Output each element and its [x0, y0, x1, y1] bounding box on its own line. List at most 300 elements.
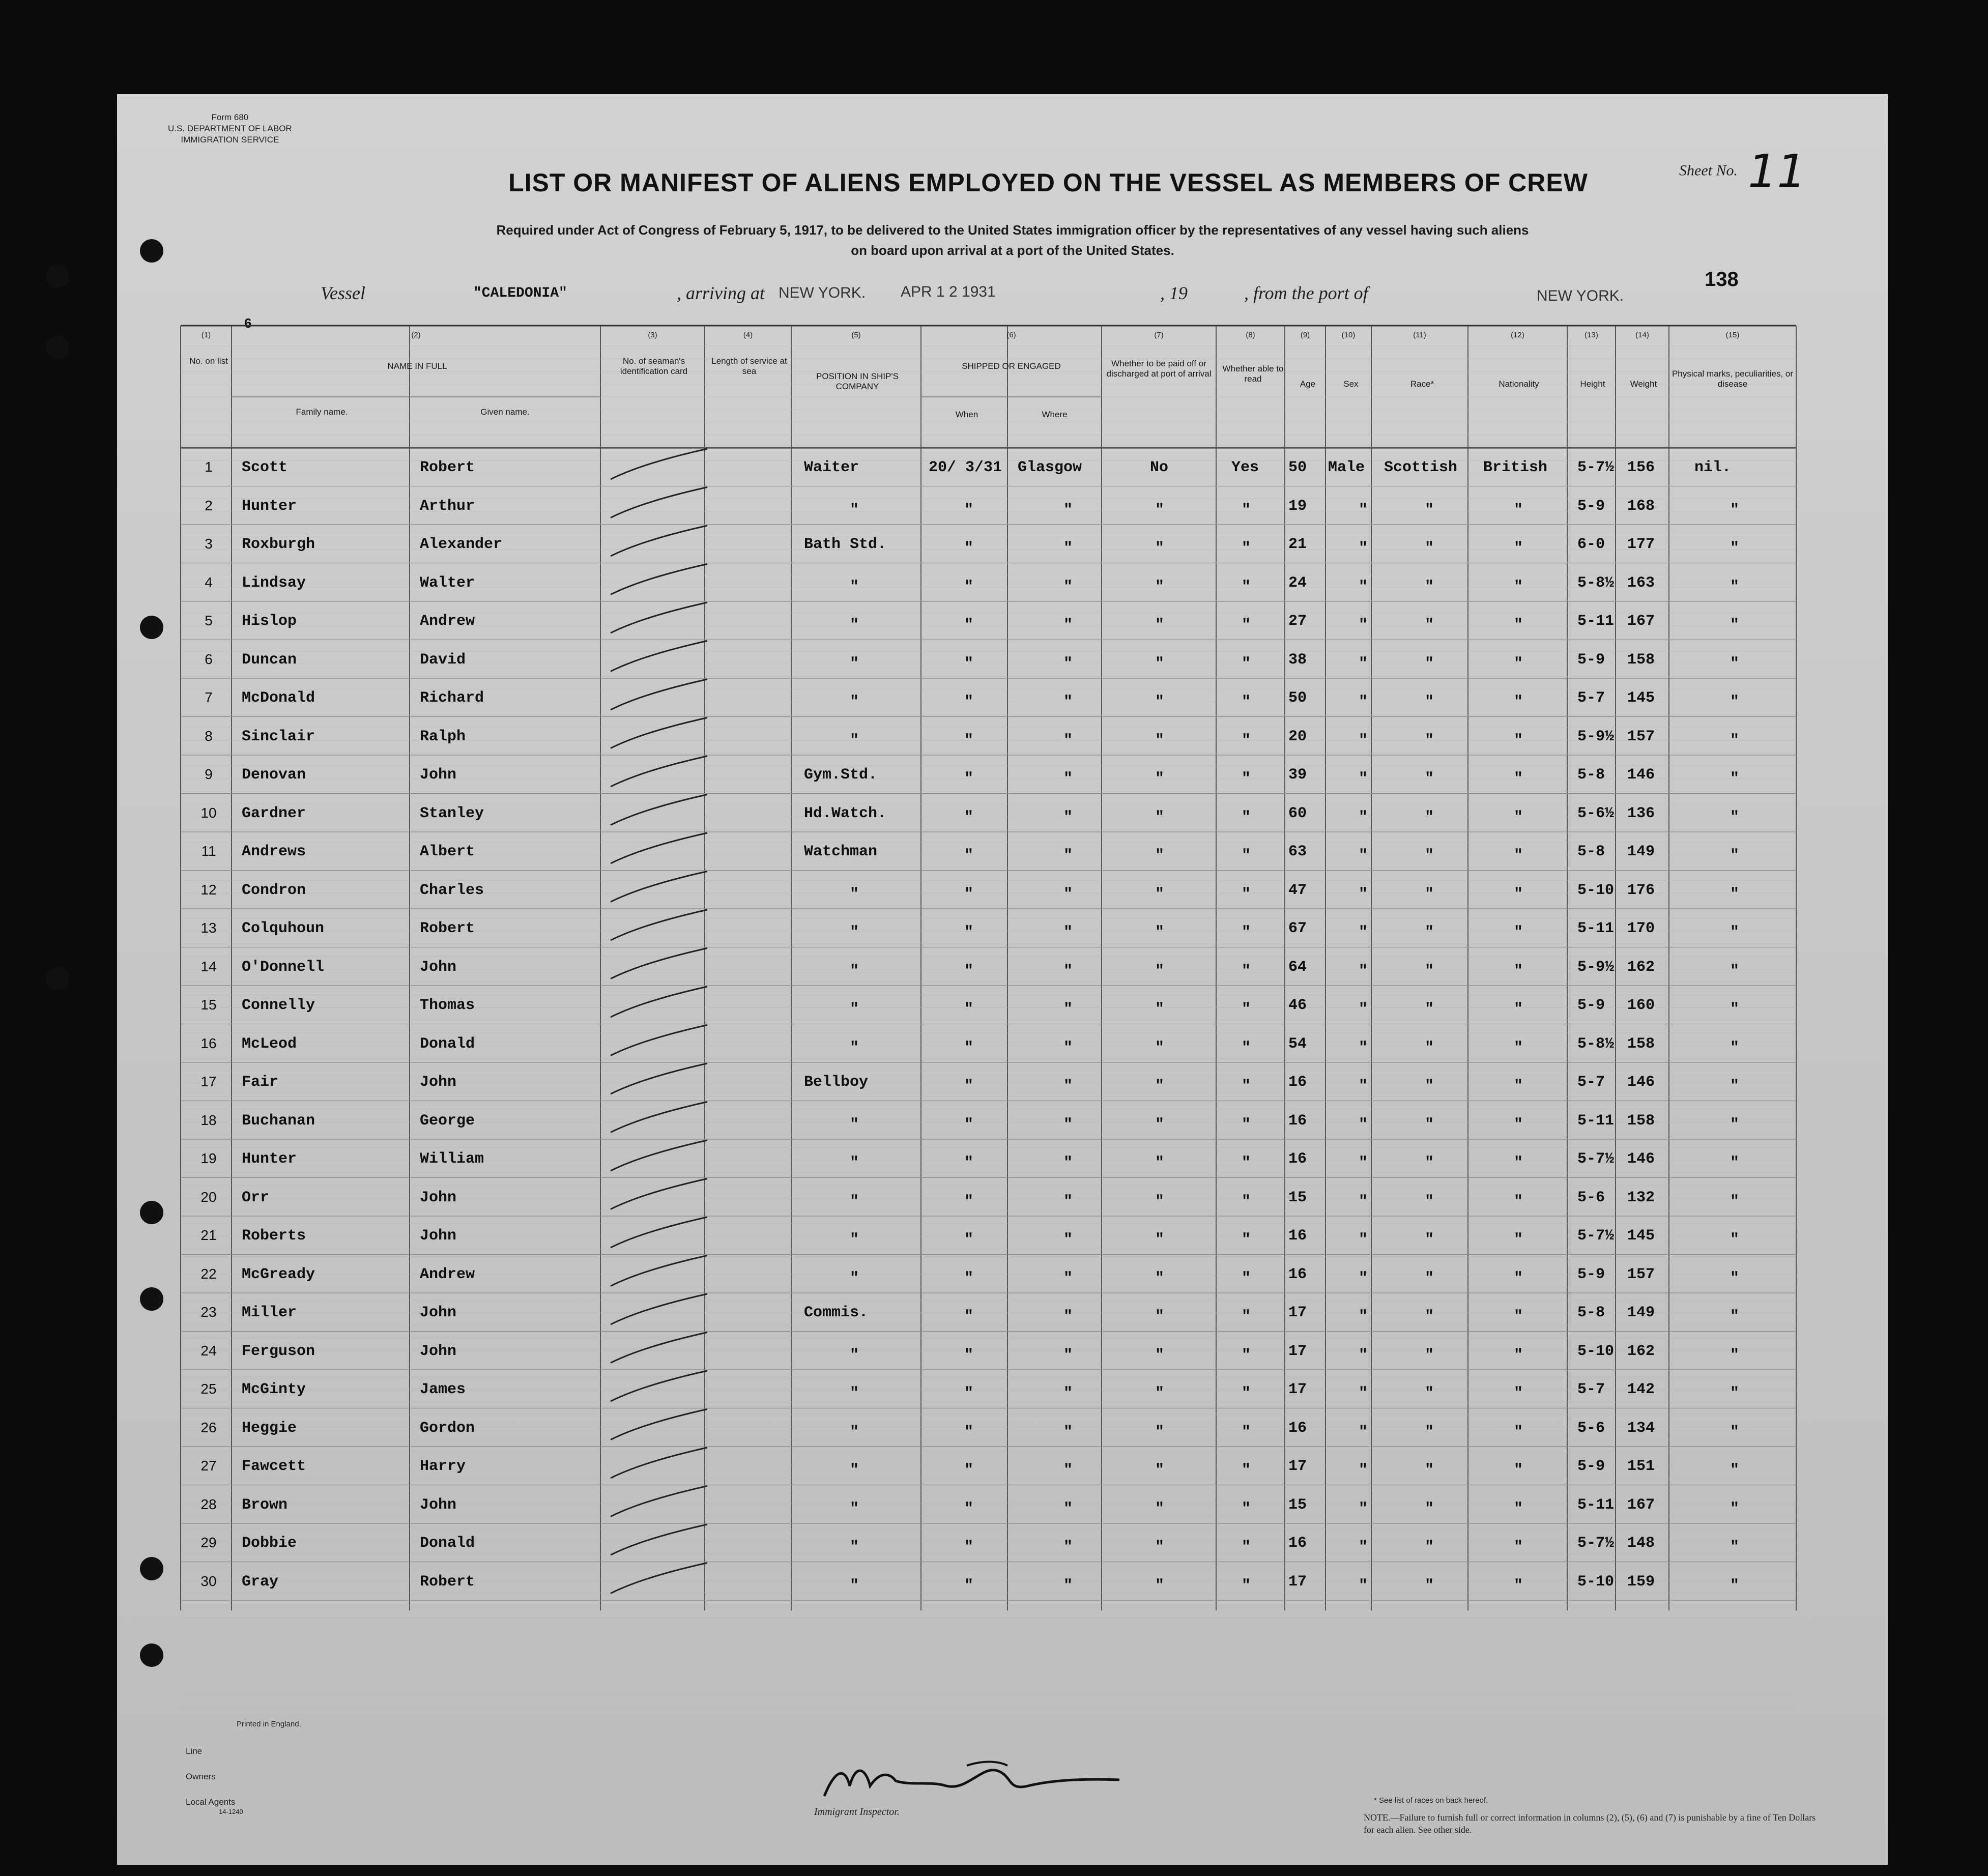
given-name-cell: David [420, 651, 466, 669]
given-name-cell: Ralph [420, 728, 466, 745]
shipped-where-cell: " [1063, 809, 1073, 826]
physical-marks-cell: " [1730, 732, 1740, 749]
sheet-number: 11 [1747, 145, 1806, 198]
shipped-when-cell: 20/ 3/31 [929, 459, 1002, 476]
race-cell: " [1425, 1155, 1434, 1172]
family-name-cell: Hislop [242, 613, 297, 630]
age-cell: 46 [1288, 997, 1307, 1014]
weight-cell: 168 [1627, 497, 1655, 515]
sex-cell: " [1359, 924, 1368, 941]
height-cell: 5-8½ [1577, 1035, 1615, 1053]
paid-off-cell: " [1155, 1539, 1165, 1556]
position-cell: Waiter [804, 459, 859, 476]
height-cell: 5-6½ [1577, 804, 1615, 822]
age-cell: 24 [1288, 574, 1307, 592]
nationality-cell: " [1514, 1231, 1523, 1249]
header-card: No. of seaman's identification card [620, 356, 688, 376]
family-name-cell: Connelly [242, 997, 315, 1014]
shipped-where-cell: " [1063, 501, 1073, 519]
position-cell: " [850, 1039, 859, 1057]
list-number: 138 [1705, 268, 1739, 291]
shipped-where-cell: " [1063, 655, 1073, 673]
check-mark [611, 795, 707, 825]
position-cell: " [850, 1385, 859, 1402]
row-number-cell: 8 [205, 728, 213, 744]
service-name: IMMIGRATION SERVICE [181, 135, 279, 145]
height-cell: 5-9 [1577, 497, 1605, 515]
family-name-cell: Orr [242, 1189, 270, 1206]
height-cell: 5-8 [1577, 843, 1605, 860]
header-height: Height [1580, 379, 1605, 389]
physical-marks-cell: " [1730, 1116, 1740, 1134]
header-read: Whether able to read [1222, 364, 1284, 384]
check-mark [611, 1448, 707, 1478]
race-cell: " [1425, 1423, 1434, 1441]
row-number-cell: 5 [205, 613, 213, 628]
family-name-cell: Hunter [242, 497, 297, 515]
given-name-cell: Robert [420, 1573, 475, 1591]
race-cell: " [1425, 924, 1434, 941]
subtitle-line-2: on board upon arrival at a port of the United States. [851, 243, 1174, 258]
check-mark [611, 1371, 707, 1401]
age-cell: 38 [1288, 651, 1307, 669]
shipped-where-cell: " [1063, 578, 1073, 596]
age-cell: 15 [1288, 1496, 1307, 1514]
weight-cell: 157 [1627, 728, 1655, 745]
race-cell: " [1425, 1577, 1434, 1595]
given-name-cell: Robert [420, 459, 475, 476]
given-name-cell: Albert [420, 843, 475, 860]
paid-off-cell: " [1155, 1231, 1165, 1249]
row-number-cell: 30 [200, 1573, 217, 1589]
age-cell: 16 [1288, 1227, 1307, 1245]
position-cell: Commis. [804, 1304, 869, 1321]
position-cell: " [850, 1346, 859, 1364]
position-cell: " [850, 732, 859, 749]
check-mark [611, 1140, 707, 1171]
row-number-cell: 26 [200, 1419, 217, 1435]
shipped-when-cell: " [964, 885, 974, 903]
weight-cell: 162 [1627, 958, 1655, 976]
height-cell: 5-7½ [1577, 1535, 1615, 1552]
check-mark [611, 449, 707, 479]
physical-marks-cell: " [1730, 1269, 1740, 1287]
physical-marks-cell: " [1730, 1385, 1740, 1402]
able-to-read-cell: " [1242, 617, 1251, 634]
nationality-cell: " [1514, 1500, 1523, 1518]
position-cell: " [850, 1462, 859, 1479]
nationality-cell: " [1514, 1039, 1523, 1057]
sex-cell: " [1359, 617, 1368, 634]
shipped-where-cell: Glasgow [1018, 459, 1082, 476]
age-cell: 16 [1288, 1535, 1307, 1552]
race-cell: " [1425, 1308, 1434, 1325]
weight-cell: 158 [1627, 651, 1655, 669]
position-cell: " [850, 578, 859, 596]
position-cell: " [850, 1193, 859, 1210]
shipped-where-cell: " [1063, 885, 1073, 903]
paid-off-cell: " [1155, 578, 1165, 596]
given-name-cell: John [420, 1304, 457, 1321]
shipped-when-cell: " [964, 617, 974, 634]
race-cell: " [1425, 1193, 1434, 1210]
physical-marks-cell: " [1730, 1423, 1740, 1441]
paid-off-cell: " [1155, 1269, 1165, 1287]
age-cell: 19 [1288, 497, 1307, 515]
nationality-cell: " [1514, 1116, 1523, 1134]
position-cell: " [850, 1500, 859, 1518]
race-cell: " [1425, 694, 1434, 711]
position-cell: " [850, 501, 859, 519]
weight-cell: 177 [1627, 536, 1655, 553]
able-to-read-cell: " [1242, 1500, 1251, 1518]
nationality-cell: " [1514, 1001, 1523, 1018]
line-label: Line [186, 1746, 203, 1756]
race-cell: " [1425, 885, 1434, 903]
age-cell: 16 [1288, 1112, 1307, 1130]
column-number: (12) [1511, 331, 1524, 339]
family-name-cell: Hunter [242, 1150, 297, 1168]
shipped-when-cell: " [964, 1577, 974, 1595]
header-service: Length of service at sea [711, 356, 787, 376]
inspector-label: Immigrant Inspector. [814, 1806, 900, 1817]
paid-off-cell: " [1155, 540, 1165, 557]
paid-off-cell: " [1155, 809, 1165, 826]
physical-marks-cell: " [1730, 1155, 1740, 1172]
nationality-cell: " [1514, 924, 1523, 941]
height-cell: 5-9½ [1577, 728, 1615, 745]
row-number-cell: 29 [200, 1535, 217, 1550]
position-cell: " [850, 1269, 859, 1287]
printed-in-label: Printed in England. [237, 1720, 301, 1728]
nationality-cell: " [1514, 732, 1523, 749]
column-number: (4) [743, 331, 753, 339]
shipped-when-cell: " [964, 1155, 974, 1172]
row-number-cell: 19 [200, 1150, 217, 1166]
shipped-where-cell: " [1063, 1308, 1073, 1325]
column-number: (1) [201, 331, 211, 339]
race-cell: " [1425, 1539, 1434, 1556]
shipped-where-cell: " [1063, 1269, 1073, 1287]
sex-cell: " [1359, 1231, 1368, 1249]
shipped-when-cell: " [964, 1193, 974, 1210]
shipped-when-cell: " [964, 1269, 974, 1287]
physical-marks-cell: " [1730, 1231, 1740, 1249]
physical-marks-cell: " [1730, 809, 1740, 826]
shipped-where-cell: " [1063, 847, 1073, 864]
nationality-cell: " [1514, 962, 1523, 980]
sex-cell: " [1359, 1346, 1368, 1364]
position-cell: " [850, 924, 859, 941]
sex-cell: " [1359, 1539, 1368, 1556]
weight-cell: 146 [1627, 766, 1655, 784]
sex-cell: " [1359, 885, 1368, 903]
nationality-cell: " [1514, 694, 1523, 711]
race-cell: " [1425, 540, 1434, 557]
arriving-port: NEW YORK. [779, 284, 866, 301]
penalty-note: NOTE.—Failure to furnish full or correct information in columns (2), (5), (6) and (7) is punishable by a fine of Ten Dollars for each alien. See other side. [1364, 1812, 1816, 1835]
sex-cell: " [1359, 1193, 1368, 1210]
given-name-cell: John [420, 1227, 457, 1245]
physical-marks-cell: " [1730, 578, 1740, 596]
able-to-read-cell: " [1242, 1269, 1251, 1287]
weight-cell: 176 [1627, 881, 1655, 899]
family-name-cell: Ferguson [242, 1342, 315, 1360]
arriving-label: , arriving at [677, 283, 765, 303]
row-number-cell: 15 [200, 997, 217, 1013]
sex-cell: " [1359, 655, 1368, 673]
given-name-cell: Charles [420, 881, 484, 899]
paid-off-cell: " [1155, 501, 1165, 519]
physical-marks-cell: " [1730, 770, 1740, 788]
row-number-cell: 17 [200, 1074, 217, 1089]
column-number: (10) [1341, 331, 1356, 339]
able-to-read-cell: " [1242, 540, 1251, 557]
subtitle-line-1: Required under Act of Congress of February 5, 1917, to be delivered to the United States immigration officer by the representatives of any vessel having such aliens [496, 222, 1529, 238]
check-mark [611, 564, 707, 595]
check-mark [611, 1102, 707, 1133]
able-to-read-cell: " [1242, 1308, 1251, 1325]
shipped-when-cell: " [964, 1116, 974, 1134]
able-to-read-cell: Yes [1231, 459, 1259, 476]
shipped-where-cell: " [1063, 1385, 1073, 1402]
paid-off-cell: " [1155, 1308, 1165, 1325]
from-port: NEW YORK. [1537, 287, 1624, 304]
age-cell: 17 [1288, 1342, 1307, 1360]
weight-cell: 158 [1627, 1112, 1655, 1130]
check-mark [611, 641, 707, 672]
height-cell: 5-7½ [1577, 1227, 1615, 1245]
race-cell: " [1425, 1039, 1434, 1057]
row-number-cell: 23 [200, 1304, 217, 1320]
shipped-where-cell: " [1063, 962, 1073, 980]
row-number-cell: 18 [200, 1112, 217, 1128]
header-weight: Weight [1630, 379, 1657, 389]
shipped-when-cell: " [964, 1500, 974, 1518]
physical-marks-cell: " [1730, 655, 1740, 673]
given-name-cell: Gordon [420, 1419, 475, 1437]
weight-cell: 163 [1627, 574, 1655, 592]
sex-cell: " [1359, 1116, 1368, 1134]
shipped-where-cell: " [1063, 732, 1073, 749]
able-to-read-cell: " [1242, 962, 1251, 980]
shipped-where-cell: " [1063, 1039, 1073, 1057]
height-cell: 5-8½ [1577, 574, 1615, 592]
position-cell: Watchman [804, 843, 878, 860]
height-cell: 6-0 [1577, 536, 1605, 553]
physical-marks-cell: " [1730, 1308, 1740, 1325]
able-to-read-cell: " [1242, 1039, 1251, 1057]
family-name-cell: Gray [242, 1573, 279, 1591]
shipped-where-cell: " [1063, 540, 1073, 557]
check-mark [611, 679, 707, 710]
column-number: (6) [1006, 331, 1016, 339]
shipped-when-cell: " [964, 809, 974, 826]
weight-cell: 170 [1627, 920, 1655, 937]
paid-off-cell: " [1155, 924, 1165, 941]
weight-cell: 145 [1627, 689, 1655, 707]
row-number-cell: 7 [205, 689, 213, 705]
able-to-read-cell: " [1242, 1001, 1251, 1018]
able-to-read-cell: " [1242, 694, 1251, 711]
sex-cell: " [1359, 1039, 1368, 1057]
able-to-read-cell: " [1242, 501, 1251, 519]
physical-marks-cell: " [1730, 1346, 1740, 1364]
height-cell: 5-9 [1577, 651, 1605, 669]
able-to-read-cell: " [1242, 885, 1251, 903]
given-name-cell: Richard [420, 689, 484, 707]
given-name-cell: John [420, 1074, 457, 1091]
given-name-cell: John [420, 1189, 457, 1206]
position-cell: Bath Std. [804, 536, 887, 553]
row-number-cell: 4 [205, 574, 213, 590]
check-mark [611, 1294, 707, 1324]
able-to-read-cell: " [1242, 809, 1251, 826]
weight-cell: 146 [1627, 1150, 1655, 1168]
sex-cell: " [1359, 962, 1368, 980]
check-mark [611, 948, 707, 979]
weight-cell: 160 [1627, 997, 1655, 1014]
race-cell: " [1425, 1078, 1434, 1095]
able-to-read-cell: " [1242, 1231, 1251, 1249]
age-cell: 17 [1288, 1573, 1307, 1591]
family-name-cell: Dobbie [242, 1535, 297, 1552]
column-number: (3) [648, 331, 657, 339]
given-name-cell: Stanley [420, 804, 484, 822]
physical-marks-cell: " [1730, 1193, 1740, 1210]
physical-marks-cell: nil. [1694, 459, 1732, 476]
weight-cell: 159 [1627, 1573, 1655, 1591]
family-name-cell: Duncan [242, 651, 297, 669]
check-mark [611, 1179, 707, 1209]
check-mark [611, 987, 707, 1017]
check-mark [611, 718, 707, 748]
header-family: Family name. [296, 407, 348, 417]
height-cell: 5-10 [1577, 881, 1615, 899]
weight-cell: 158 [1627, 1035, 1655, 1053]
family-name-cell: McGinty [242, 1381, 306, 1398]
nationality-cell: " [1514, 809, 1523, 826]
form-number: Form 680 [211, 112, 249, 122]
margin-mark: 6 [244, 315, 252, 331]
given-name-cell: Arthur [420, 497, 475, 515]
row-number-cell: 24 [200, 1342, 217, 1359]
check-mark [611, 833, 707, 863]
race-cell: " [1425, 617, 1434, 634]
given-name-cell: John [420, 1496, 457, 1514]
race-cell: " [1425, 1385, 1434, 1402]
nationality-cell: " [1514, 617, 1523, 634]
header-nationality: Nationality [1499, 379, 1539, 389]
nationality-cell: " [1514, 770, 1523, 788]
shipped-when-cell: " [964, 694, 974, 711]
sex-cell: " [1359, 1423, 1368, 1441]
row-number-cell: 11 [201, 843, 216, 859]
age-cell: 60 [1288, 804, 1307, 822]
shipped-where-cell: " [1063, 1078, 1073, 1095]
height-cell: 5-11 [1577, 1112, 1615, 1130]
inspector-signature [814, 1750, 1170, 1806]
race-cell: " [1425, 1500, 1434, 1518]
race-cell: " [1425, 578, 1434, 596]
given-name-cell: Donald [420, 1035, 475, 1053]
sex-cell: Male [1328, 459, 1365, 476]
age-cell: 20 [1288, 728, 1307, 745]
check-mark [611, 1486, 707, 1517]
height-cell: 5-11 [1577, 920, 1615, 937]
position-cell: " [850, 617, 859, 634]
shipped-where-cell: " [1063, 1346, 1073, 1364]
weight-cell: 151 [1627, 1458, 1655, 1475]
nationality-cell: " [1514, 1462, 1523, 1479]
row-number-cell: 13 [200, 920, 217, 936]
able-to-read-cell: " [1242, 655, 1251, 673]
shipped-when-cell: " [964, 732, 974, 749]
physical-marks-cell: " [1730, 617, 1740, 634]
given-name-cell: Robert [420, 920, 475, 937]
nationality-cell: " [1514, 1193, 1523, 1210]
given-name-cell: William [420, 1150, 484, 1168]
able-to-read-cell: " [1242, 924, 1251, 941]
row-number-cell: 25 [200, 1381, 217, 1397]
shipped-when-cell: " [964, 1346, 974, 1364]
sex-cell: " [1359, 809, 1368, 826]
sex-cell: " [1359, 1155, 1368, 1172]
family-name-cell: Fawcett [242, 1458, 306, 1475]
shipped-where-cell: " [1063, 1423, 1073, 1441]
given-name-cell: James [420, 1381, 466, 1398]
shipped-when-cell: " [964, 1423, 974, 1441]
physical-marks-cell: " [1730, 1462, 1740, 1479]
sex-cell: " [1359, 540, 1368, 557]
paid-off-cell: " [1155, 655, 1165, 673]
shipped-when-cell: " [964, 655, 974, 673]
agents-code: 14-1240 [219, 1808, 243, 1815]
paid-off-cell: " [1155, 1500, 1165, 1518]
paid-off-cell: " [1155, 694, 1165, 711]
check-mark [611, 1409, 707, 1440]
check-mark [611, 602, 707, 633]
family-name-cell: Brown [242, 1496, 288, 1514]
race-cell: " [1425, 1346, 1434, 1364]
sex-cell: " [1359, 1577, 1368, 1595]
paid-off-cell: No [1150, 459, 1169, 476]
age-cell: 16 [1288, 1074, 1307, 1091]
height-cell: 5-6 [1577, 1419, 1605, 1437]
shipped-where-cell: " [1063, 1116, 1073, 1134]
family-name-cell: Buchanan [242, 1112, 315, 1130]
sex-cell: " [1359, 1385, 1368, 1402]
height-cell: 5-9 [1577, 1265, 1605, 1283]
height-cell: 5-10 [1577, 1573, 1615, 1591]
column-number: (11) [1413, 331, 1426, 339]
nationality-cell: " [1514, 1577, 1523, 1595]
physical-marks-cell: " [1730, 540, 1740, 557]
family-name-cell: McDonald [242, 689, 315, 707]
paid-off-cell: " [1155, 1001, 1165, 1018]
row-number-cell: 27 [200, 1458, 217, 1474]
position-cell: " [850, 1423, 859, 1441]
position-cell: " [850, 1001, 859, 1018]
family-name-cell: Andrews [242, 843, 306, 860]
check-mark [611, 1256, 707, 1286]
shipped-where-cell: " [1063, 1193, 1073, 1210]
age-cell: 15 [1288, 1189, 1307, 1206]
header-no: No. on list [189, 356, 228, 366]
weight-cell: 142 [1627, 1381, 1655, 1398]
given-name-cell: Donald [420, 1535, 475, 1552]
check-mark [611, 1025, 707, 1056]
